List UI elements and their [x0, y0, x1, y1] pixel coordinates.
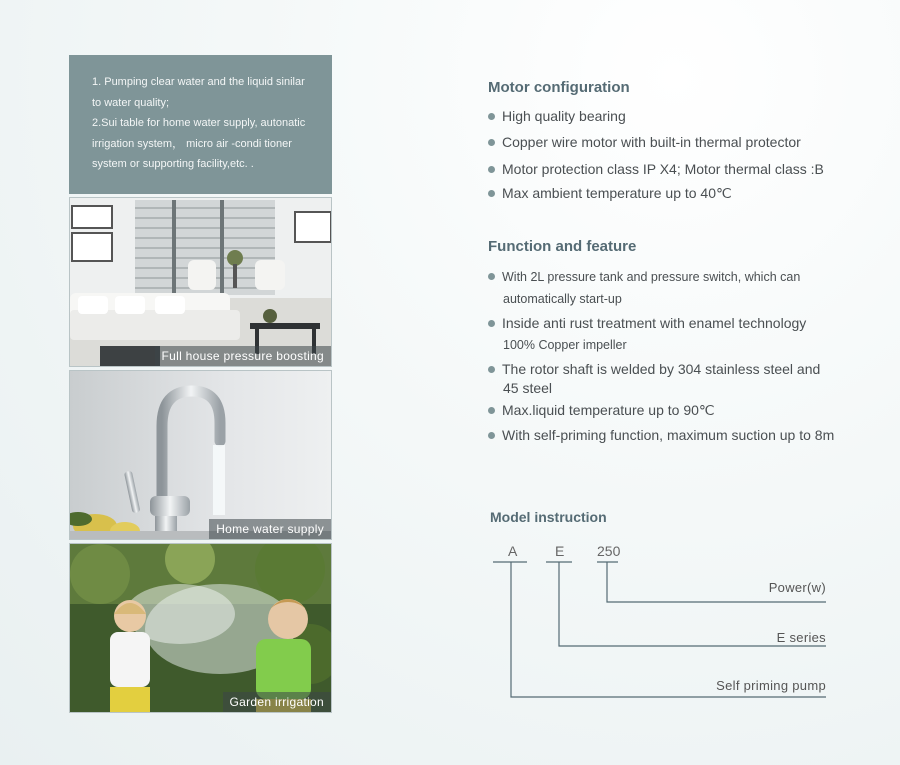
function-item-text: The rotor shaft is welded by 304 stainless steel and	[502, 361, 821, 377]
photo-caption: Full house pressure boosting	[155, 346, 332, 366]
intro-line: 2.Sui table for home water supply, autonatic	[92, 117, 306, 129]
model-part-series-letter: A	[508, 543, 518, 559]
intro-line: to water quality;	[92, 96, 170, 109]
intro-line: system or supporting facility,etc. .	[92, 158, 254, 170]
function-title: Function and feature	[488, 238, 637, 255]
model-title: Model instruction	[490, 509, 607, 525]
function-continuation: 100% Copper impeller	[503, 338, 627, 352]
function-continuation: automatically start-up	[503, 292, 622, 306]
function-item-text: With self-priming function, maximum suction up to 8m	[502, 427, 835, 443]
model-part-power: 250	[597, 543, 621, 559]
label-series: E series	[776, 630, 826, 645]
motor-item-text: Copper wire motor with built-in thermal protector	[502, 134, 801, 150]
function-item-text: Max.liquid temperature up to 90℃	[502, 402, 715, 418]
model-part-type-letter: E	[555, 543, 565, 559]
function-item-text: With 2L pressure tank and pressure switch, which can	[502, 270, 801, 284]
motor-item-text: High quality bearing	[502, 108, 626, 124]
motor-title: Motor configuration	[488, 79, 630, 96]
photo-caption: Home water supply	[209, 519, 331, 539]
photo-caption: Garden irrigation	[223, 692, 331, 712]
motor-item-text: Motor protection class IP X4; Motor thermal class :B	[502, 161, 824, 177]
intro-line: irrigation system， micro air -condi tioner	[92, 137, 292, 150]
function-continuation: 45 steel	[503, 380, 553, 396]
label-pump: Self priming pump	[716, 678, 826, 693]
motor-item-text: Max ambient temperature up to 40℃	[502, 185, 732, 201]
function-item-text: Inside anti rust treatment with enamel technology	[502, 315, 807, 331]
label-power: Power(w)	[768, 580, 826, 595]
intro-line: 1. Pumping clear water and the liquid sinilar	[92, 76, 305, 88]
